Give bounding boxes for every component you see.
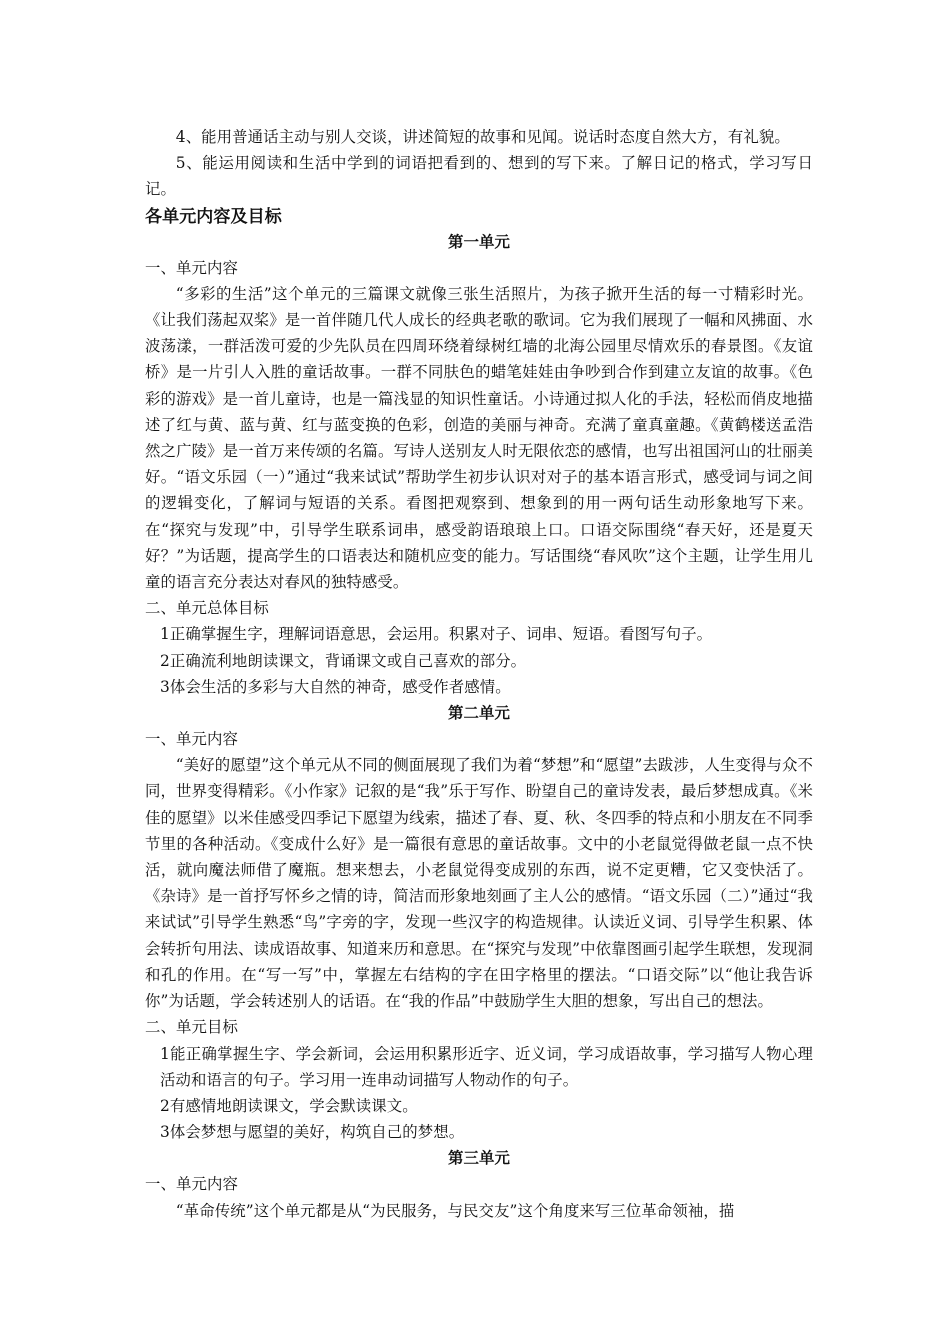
unit-3-content: “革命传统”这个单元都是从“为民服务，与民交友”这个角度来写三位革命领袖，描 bbox=[175, 1201, 735, 1220]
unit-3-content-heading: 一、单元内容 bbox=[145, 1175, 238, 1194]
unit-2-content: “美好的愿望”这个单元从不同的侧面展现了我们为着“梦想”和“愿望”去跋涉，人生变得与众不同，世界变得精彩。《小作家》记叙的是“我”乐于写作、盼望自己的童诗发表，最后梦想成真。《米佳的愿望》以米佳感受四季记下愿望为线索，描述了春、夏、秋、冬四季的特点和小朋友在不同季节里的各种活动。《变成什么好》是一篇很有意思的童话故事。文中的小老鼠觉得做老鼠一点不快活，就向魔法师借了魔瓶。想来想去，小老鼠觉得变成别的东西，说不定更糟，它又变快活了。《杂诗》是一首抒写怀乡之情的诗，简洁而形象地刻画了主人公的感情。“语文乐园（二）”通过“我来试试”引导学生熟悉“鸟”字旁的字，发现一些汉字的构造规律。认读近义词、引导学生积累、体会转折句用法、读成语故事、知道来历和意思。在“探究与发现”中依靠图画引起学生联想，发现洞和孔的作用。在“写一写”中，掌握左右结构的字在田字格里的摆法。“口语交际”以“他让我告诉你”为话题，学会转述别人的话语。在“我的作品”中鼓励学生大胆的想象，写出自己的想法。 bbox=[145, 756, 813, 1011]
intro-paragraph-4: 4、能用普通话主动与别人交谈，讲述简短的故事和见闻。说话时态度自然大方，有礼貌。 bbox=[175, 128, 790, 146]
unit-1-content-heading: 一、单元内容 bbox=[145, 258, 238, 277]
unit-1-title: 第一单元 bbox=[448, 232, 510, 251]
section-title: 各单元内容及目标 bbox=[145, 206, 282, 227]
unit-2-goal-1: 1能正确掌握生字、学会新词，会运用积累形近字、近义词，学习成语故事，学习描写人物心理活动和语言的句子。学习用一连串动词描写人物动作的句子。 bbox=[160, 1044, 813, 1089]
unit-1-goals-heading: 二、单元总体目标 bbox=[145, 599, 269, 618]
document-page bbox=[145, 124, 813, 1224]
unit-1-goal-2: 2正确流利地朗读课文，背诵课文或自己喜欢的部分。 bbox=[160, 651, 527, 670]
unit-1-goal-1: 1正确掌握生字，理解词语意思，会运用。积累对子、词串、短语。看图写句子。 bbox=[160, 625, 713, 644]
unit-1-content: “多彩的生活”这个单元的三篇课文就像三张生活照片，为孩子掀开生活的每一寸精彩时光。《让我们荡起双桨》是一首伴随几代人成长的经典老歌的歌词。它为我们展现了一幅和风拂面、水波荡漾，一群活泼可爱的少先队员在四周环绕着绿树红墙的北海公园里尽情欢乐的春景图。《友谊桥》是一片引人入胜的童话故事。一群不同肤色的蜡笔娃娃由争吵到合作到建立友谊的故事。《色彩的游戏》是一首儿童诗，也是一篇浅显的知识性童话。小诗通过拟人化的手法，轻松而俏皮地描述了红与黄、蓝与黄、红与蓝变换的色彩，创造的美丽与神奇。充满了童真童趣。《黄鹤楼送孟浩然之广陵》是一首万来传颂的名篇。写诗人送别友人时无限依恋的感情，也写出祖国河山的壮丽美好。“语文乐园（一）”通过“我来试试”帮助学生初步认识对对子的基本语言形式，感受词与词之间的逻辑变化，了解词与短语的关系。看图把观察到、想象到的用一两句话生动形象地写下来。在“探究与发现”中，引导学生联系词串，感受韵语琅琅上口。口语交际围绕“春天好，还是夏天好？”为话题，提高学生的口语表达和随机应变的能力。写话围绕“春风吹”这个主题，让学生用儿童的语言充分表达对春风的独特感受。 bbox=[145, 284, 813, 592]
unit-2-goals-heading: 二、单元目标 bbox=[145, 1018, 238, 1037]
unit-2-title: 第二单元 bbox=[448, 704, 510, 723]
unit-1-goal-3: 3体会生活的多彩与大自然的神奇，感受作者感情。 bbox=[160, 677, 511, 696]
intro-paragraph-5: 5、能运用阅读和生活中学到的词语把看到的、想到的写下来。了解日记的格式，学习写日记。 bbox=[145, 154, 813, 199]
unit-2-content-heading: 一、单元内容 bbox=[145, 730, 238, 749]
unit-2-goal-3: 3体会梦想与愿望的美好，构筑自己的梦想。 bbox=[160, 1123, 465, 1142]
unit-2-goal-2: 2有感情地朗读课文，学会默读课文。 bbox=[160, 1096, 418, 1115]
unit-3-title: 第三单元 bbox=[448, 1149, 510, 1168]
